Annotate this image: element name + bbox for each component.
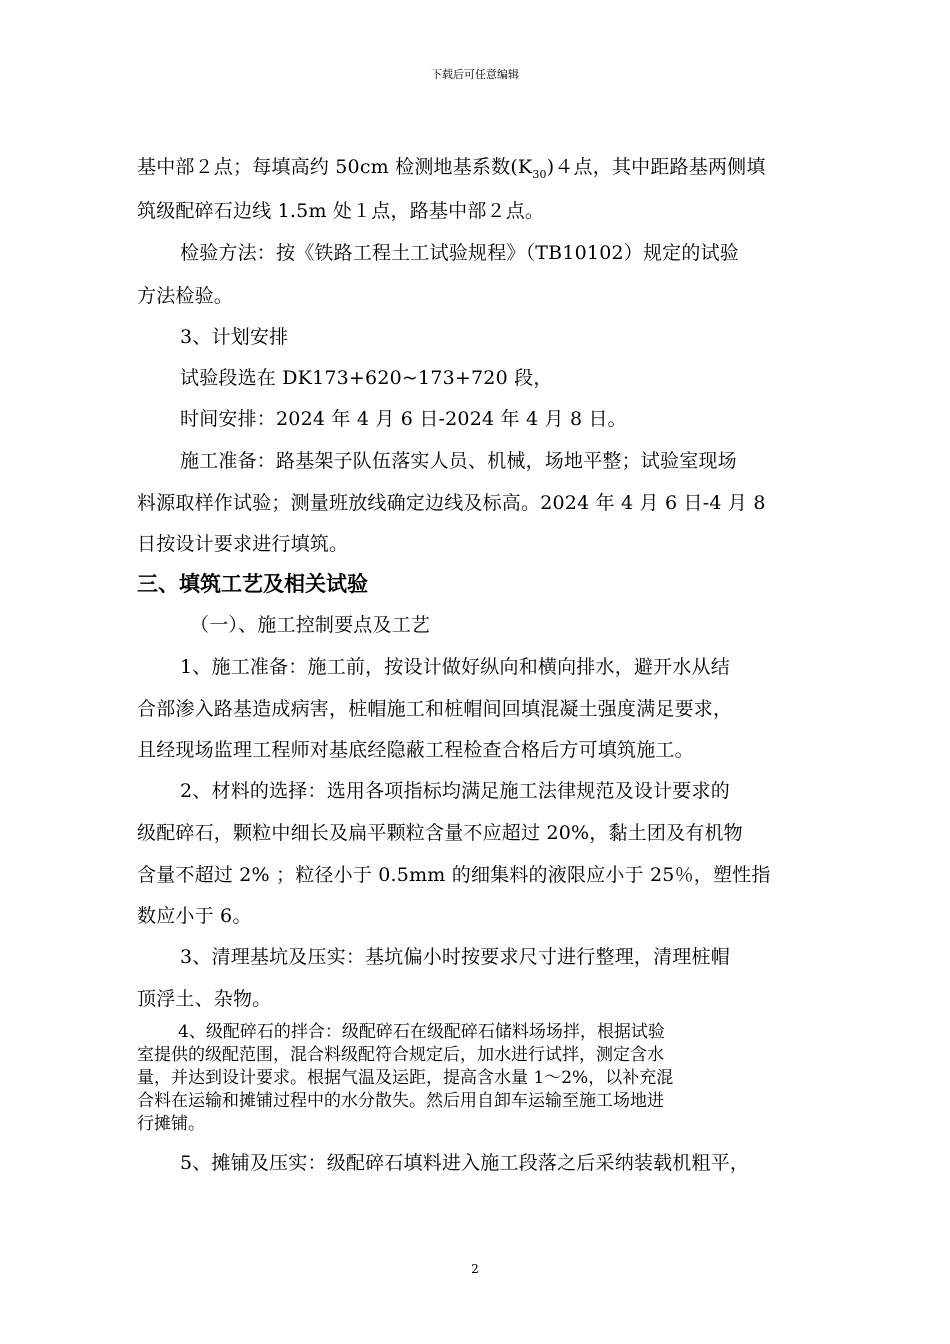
paragraph-line: 级配碎石，颗粒中细长及扁平颗粒含量不应超过 20%，黏土团及有机物	[137, 822, 743, 844]
paragraph-line: 室提供的级配范围，混合料级配符合规定后，加水进行试拌，测定含水	[137, 1045, 664, 1065]
paragraph-line: 合料在运输和摊铺过程中的水分散失。然后用自卸车运输至施工场地进	[137, 1091, 664, 1111]
page-number: 2	[471, 1262, 479, 1276]
subheading: （一）、施工控制要点及工艺	[190, 614, 431, 636]
paragraph-line: 筑级配碎石边线 1.5m 处１点，路基中部２点。	[137, 200, 545, 222]
paragraph-line: 3、计划安排	[180, 326, 289, 348]
paragraph-line: 施工准备：路基架子队伍落实人员、机械，场地平整；试验室现场	[180, 450, 737, 472]
paragraph-line: 基中部２点；每填高约 50cm 检测地基系数$(K_{30})4$点，其中距路基两侧填	[137, 156, 766, 181]
paragraph-line: 料源取样作试验；测量班放线确定边线及标高。2024 年 4 月 6 日-4 月 8	[137, 492, 766, 514]
paragraph-line: 行摊铺。	[137, 1114, 205, 1134]
paragraph-line: 数应小于 6。	[137, 905, 252, 927]
paragraph-line: 量，并达到设计要求。根据气温及运距，提高含水量 1～2%，以补充混	[137, 1068, 674, 1088]
paragraph-line: 且经现场监理工程师对基底经隐蔽工程检查合格后方可填筑施工。	[137, 739, 694, 761]
paragraph-line: 顶浮土、杂物。	[137, 988, 272, 1010]
paragraph-line: 4、级配碎石的拌合：级配碎石在级配碎石储料场场拌，根据试验	[178, 1022, 665, 1042]
page-header: 下载后可任意编辑	[431, 68, 519, 81]
subscript: 30	[532, 167, 547, 181]
paragraph-line: 含量不超过 2% ；粒径小于 0.5mm 的细集料的液限应小于 25％，塑性指	[137, 864, 771, 886]
paragraph-line: 检验方法：按《铁路工程土工试验规程》（TB10102）规定的试验	[180, 242, 739, 264]
paragraph-line: 2、材料的选择：选用各项指标均满足施工法律规范及设计要求的	[180, 780, 730, 802]
paragraph-line: 5、摊铺及压实：级配碎石填料进入施工段落之后采纳装载机粗平，	[180, 1152, 750, 1174]
section-heading: 三、填筑工艺及相关试验	[137, 572, 368, 596]
paragraph-line: 合部渗入路基造成病害，桩帽施工和桩帽间回填混凝土强度满足要求，	[137, 698, 733, 720]
paragraph-line: 1、施工准备：施工前，按设计做好纵向和横向排水，避开水从结	[180, 656, 730, 678]
paragraph-line: 3、清理基坑及压实：基坑偏小时按要求尺寸进行整理，清理桩帽	[180, 946, 730, 968]
paragraph-line: 时间安排：2024 年 4 月 6 日-2024 年 4 月 8 日。	[180, 408, 627, 430]
paragraph-line: 方法检验。	[137, 285, 234, 307]
paragraph-line: 日按设计要求进行填筑。	[137, 533, 349, 555]
paragraph-line: 试验段选在 DK173+620~173+720 段，	[180, 367, 553, 389]
